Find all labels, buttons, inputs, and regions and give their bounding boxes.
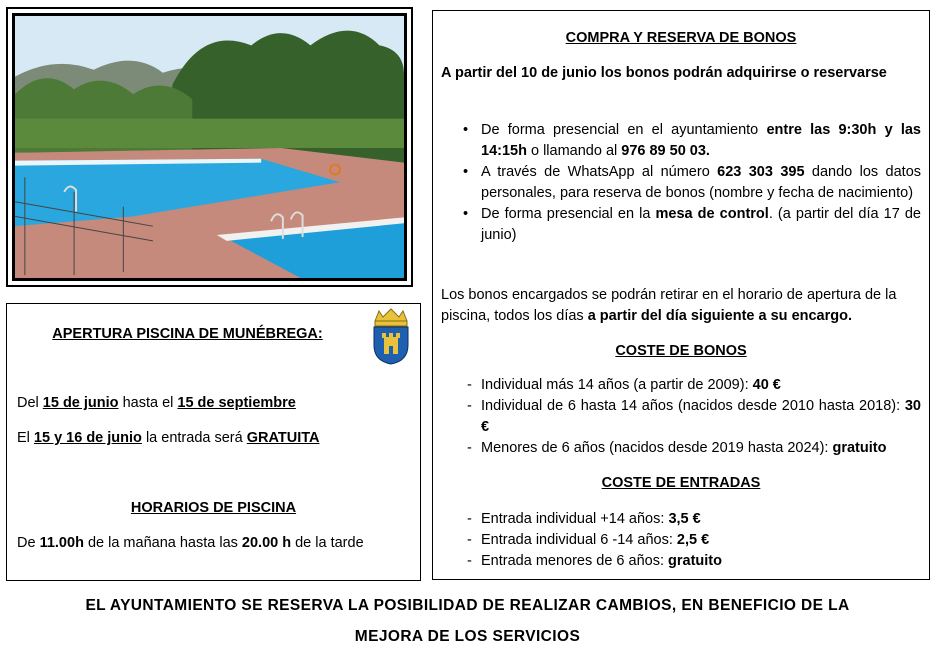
pool-photo-illustration: [15, 16, 404, 278]
list-item: - Entrada individual 6 -14 años: 2,5 €: [441, 530, 921, 551]
apertura-dates-line: Del 15 de junio hasta el 15 de septiembre: [17, 395, 296, 411]
footer-line-1: EL AYUNTAMIENTO SE RESERVA LA POSIBILIDAD DE REALIZAR CAMBIOS, EN BENEFICIO DE LA: [85, 597, 850, 614]
horarios-line: De 11.00h de la mañana hasta las 20.00 h de la tarde: [17, 535, 364, 551]
coste-entradas-title: COSTE DE ENTRADAS: [601, 475, 761, 491]
apertura-end-date: 15 de septiembre: [177, 395, 296, 411]
coste-bonos-list: [441, 375, 921, 459]
list-item: - Entrada menores de 6 años: gratuito: [441, 551, 921, 572]
free-label: GRATUITA: [246, 430, 320, 446]
apertura-title: APERTURA PISCINA DE MUNÉBREGA:: [52, 326, 323, 342]
compra-intro: A partir del 10 de junio los bonos podrán adquirirse o reservarse: [441, 65, 887, 81]
footer-line-2: MEJORA DE LOS SERVICIOS: [354, 628, 581, 645]
free-days: 15 y 16 de junio: [33, 430, 142, 446]
list-item: • De forma presencial en la mesa de control. (a partir del día 17 de junio): [441, 204, 921, 246]
compra-title: COMPRA Y RESERVA DE BONOS: [565, 30, 797, 46]
compra-note: Los bonos encargados se podrán retirar en el horario de apertura de la piscina, todos los días a partir del día siguiente a su encargo.: [441, 287, 897, 324]
municipal-crest-icon: [369, 307, 413, 365]
list-item: - Individual de 6 hasta 14 años (nacidos desde 2010 hasta 2018): 30 €: [441, 396, 921, 438]
pool-photo-frame: [6, 7, 413, 287]
apertura-free-line: El 15 y 16 de junio la entrada será GRATUITA: [17, 430, 320, 446]
list-item: - Menores de 6 años (nacidos desde 2019 hasta 2024): gratuito: [441, 438, 921, 459]
coste-entradas-list: [441, 509, 921, 572]
list-item: • A través de WhatsApp al número 623 303 395 dando los datos personales, para reserva de bonos (nombre y fecha de nacimiento): [441, 162, 921, 204]
list-item: • De forma presencial en el ayuntamiento entre las 9:30h y las 14:15h o llamando al 976 89 50 03.: [441, 120, 921, 162]
pool-photo: [12, 13, 407, 281]
compra-options-list: [441, 120, 921, 246]
list-item: - Individual más 14 años (a partir de 2009): 40 €: [441, 375, 921, 396]
bonos-box: [432, 10, 930, 580]
coste-bonos-title: COSTE DE BONOS: [615, 343, 747, 359]
horarios-title: HORARIOS DE PISCINA: [130, 500, 297, 516]
list-item: - Entrada individual +14 años: 3,5 €: [441, 509, 921, 530]
apertura-start-date: 15 de junio: [42, 395, 119, 411]
apertura-box: [6, 303, 421, 581]
